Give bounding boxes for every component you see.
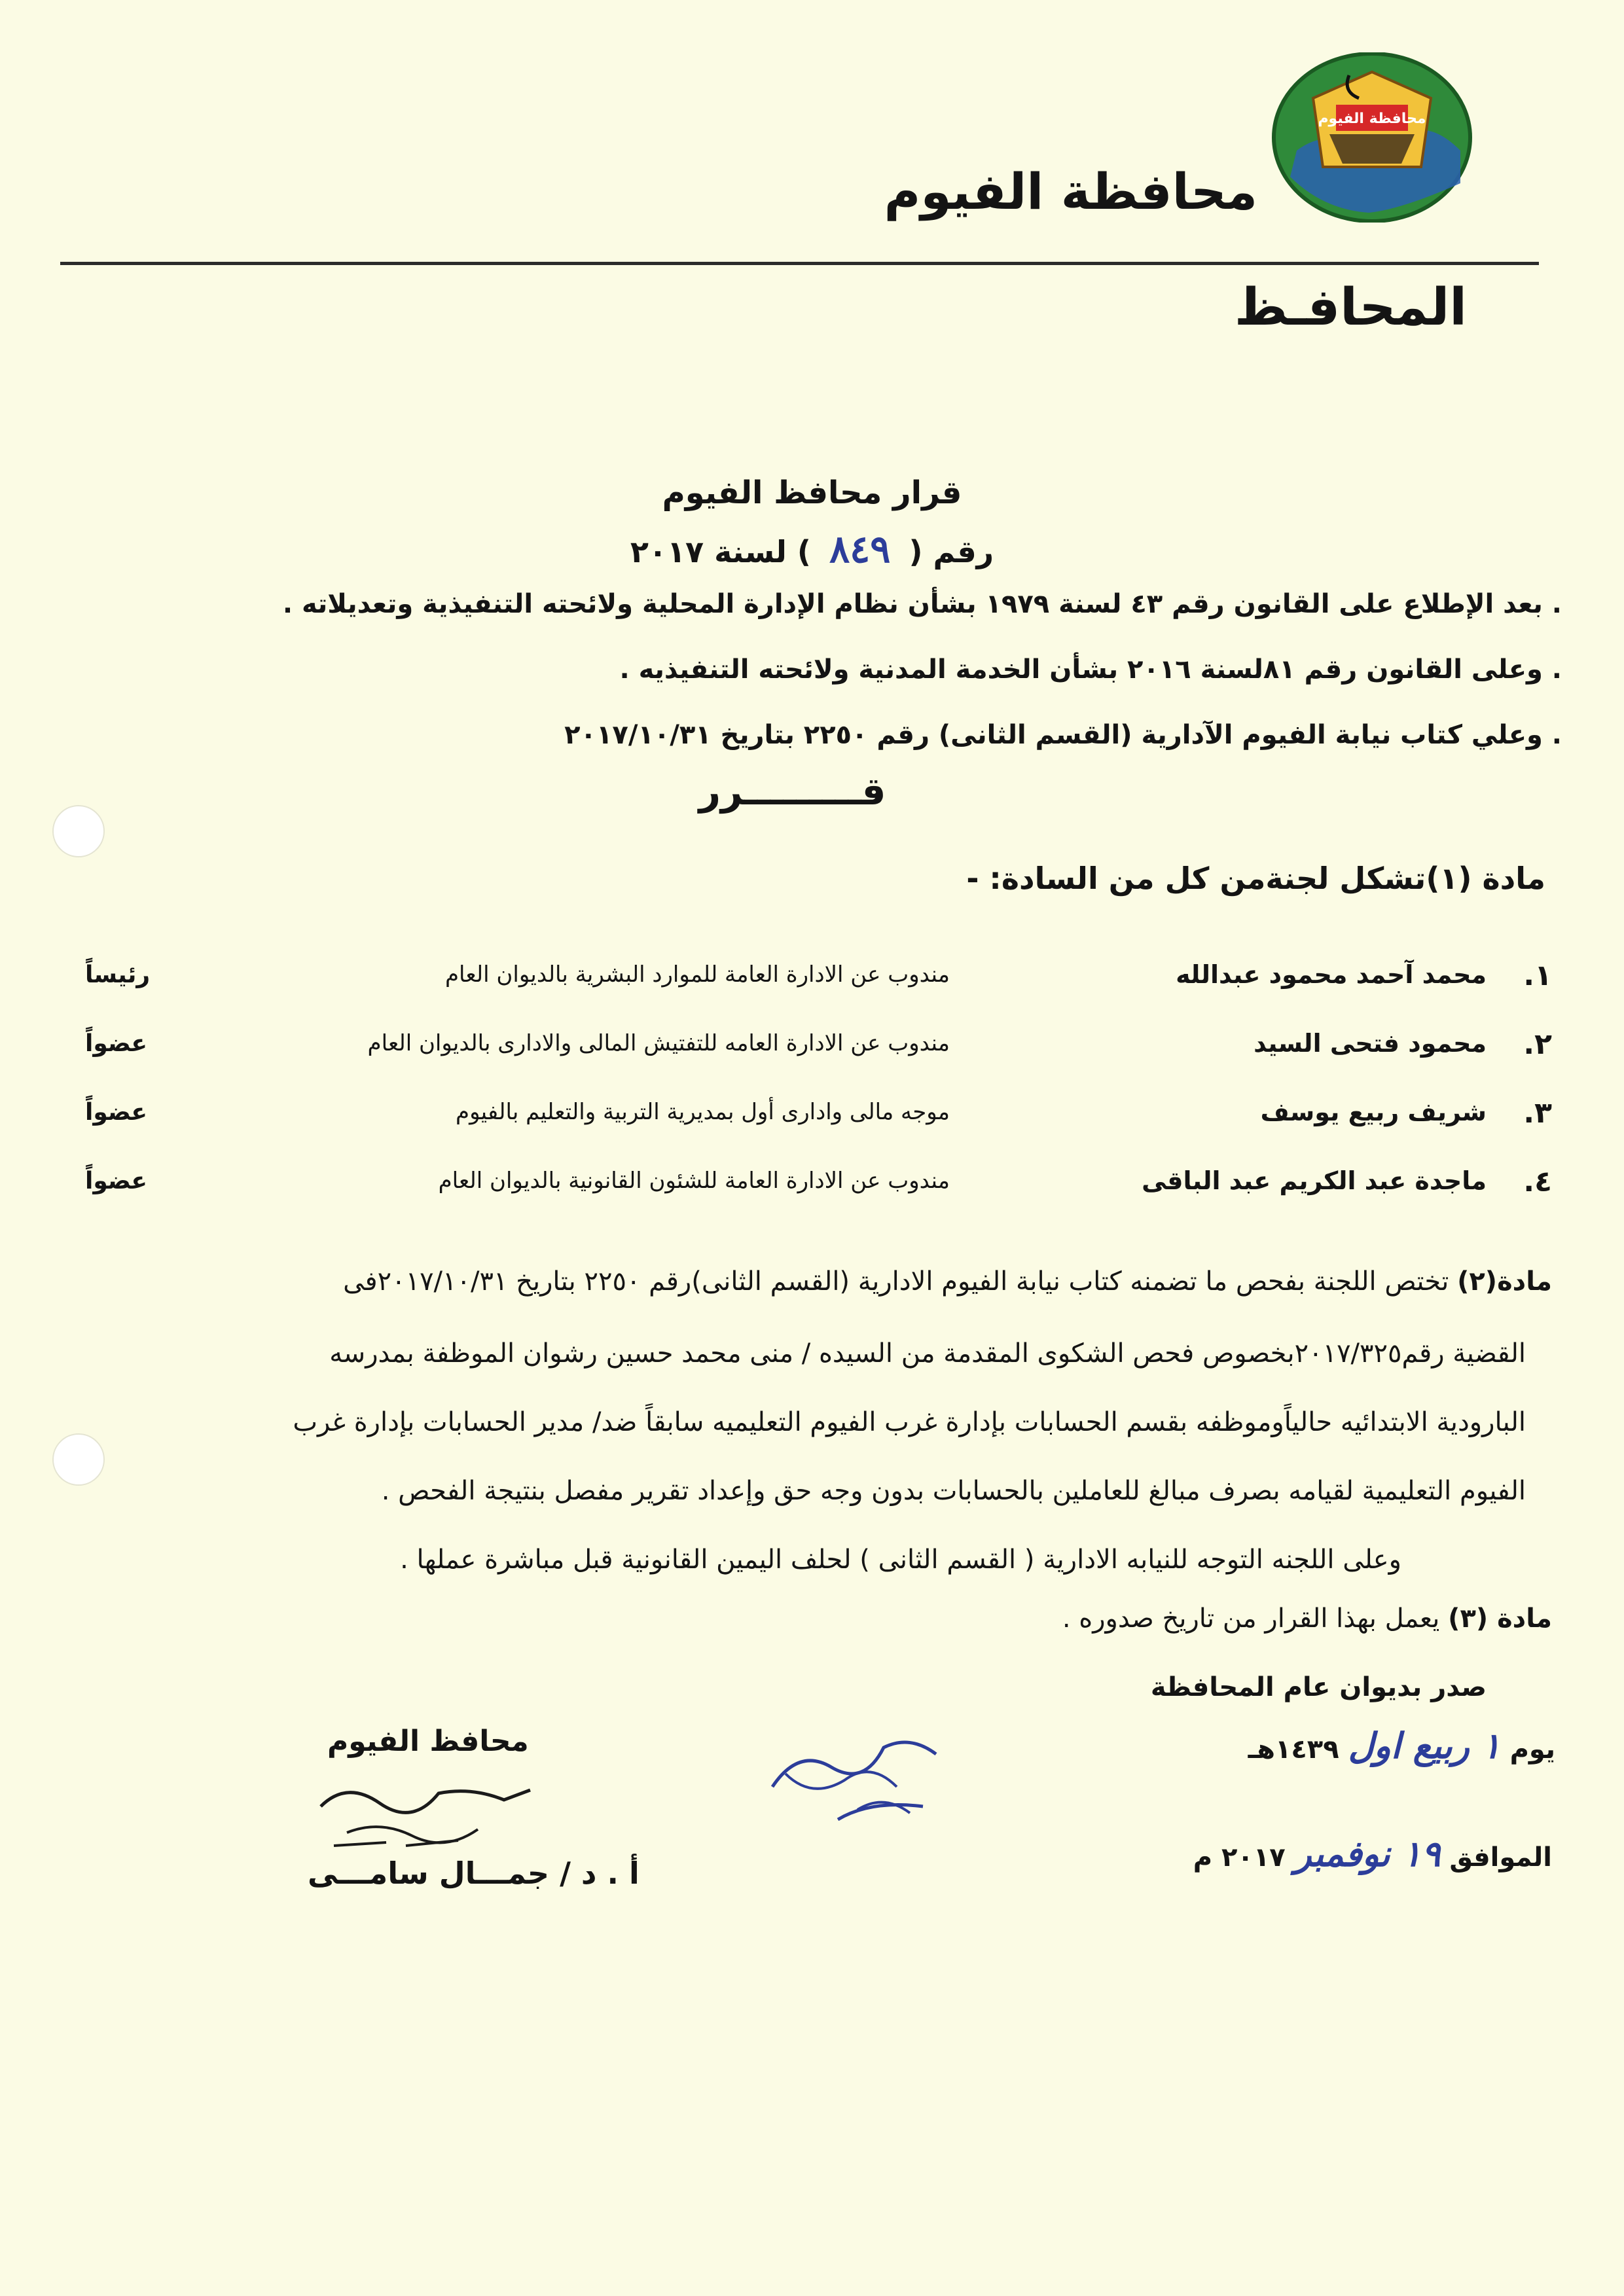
member-row <box>85 1028 1552 1080</box>
decree-number-suffix: ) لسنة ٢٠١٧ <box>630 534 811 569</box>
member-row <box>85 1165 1552 1217</box>
article-3-text: يعمل بهذا القرار من تاريخ صدوره . <box>1062 1604 1440 1634</box>
article-3-label: مادة (٣) <box>1448 1604 1552 1634</box>
logo-text: محافظة الفيوم <box>1318 111 1426 127</box>
decree-number-prefix: رقم ( <box>909 534 994 569</box>
preamble-line: . بعد الإطلاع على القانون رقم ٤٣ لسنة ١٩٧٩ بشأن نظام الإدارة المحلية ولائحته التنفيذية وتعديلاته . <box>282 589 1562 619</box>
hijri-year: ١٤٣٩هـ <box>1248 1734 1339 1765</box>
article-2-line: القضية رقم٢٠١٧/٣٢٥بخصوص فحص الشكوى المقدمة من السيده / منى محمد حسين رشوان الموظفة بمدرسه <box>329 1338 1526 1369</box>
article-2-line: وعلى اللجنه التوجه للنيابه الادارية ( القسم الثانى ) لحلف اليمين القانونية قبل مباشرة عملها . <box>400 1545 1401 1575</box>
governor-signature <box>308 1767 556 1859</box>
member-role: عضواً <box>85 1030 147 1057</box>
punch-hole <box>52 805 105 857</box>
member-name: محمود فتحى السيد <box>1254 1029 1487 1058</box>
decides-heading: قـــــــــرر <box>698 769 886 814</box>
hijri-prefix: يوم <box>1509 1734 1555 1765</box>
member-role: عضواً <box>85 1099 147 1126</box>
governorate-logo <box>1271 52 1473 223</box>
decree-title: قرار محافظ الفيوم <box>662 475 962 511</box>
member-name: محمد آحمد محمود عبدالله <box>1176 960 1487 989</box>
punch-hole <box>52 1433 105 1486</box>
hijri-date <box>1248 1725 1555 1767</box>
hijri-handwritten: ١ ربيع اول <box>1348 1725 1501 1767</box>
member-number: ١. <box>1523 959 1552 992</box>
article-2-line <box>343 1266 1552 1297</box>
gregorian-year: ٢٠١٧ م <box>1193 1842 1286 1873</box>
member-number: ٤. <box>1523 1165 1552 1198</box>
member-number: ٣. <box>1523 1096 1552 1130</box>
gregorian-date <box>1193 1833 1552 1874</box>
governorate-name: محافظة الفيوم <box>884 162 1257 221</box>
office-title: المحافـظ <box>1234 278 1467 337</box>
decree-number-handwritten: ٨٤٩ <box>829 527 891 571</box>
article-2-label: مادة(٢) <box>1457 1266 1552 1297</box>
issued-at: صدر بديوان عام المحافظة <box>1150 1672 1487 1702</box>
article-2-text: تختص اللجنة بفحص ما تضمنه كتاب نيابة الفيوم الادارية (القسم الثانى)رقم ٢٢٥٠ بتاريخ ٢٠١٧/١٠/٣١فى <box>343 1266 1449 1297</box>
official-signature <box>759 1708 956 1833</box>
preamble-line: . وعلى القانون رقم ٨١لسنة ٢٠١٦ بشأن الخدمة المدنية ولائحته التنفيذيه . <box>619 655 1562 685</box>
member-description: موجه مالى وادارى أول بمديرية التربية والتعليم بالفيوم <box>456 1099 950 1125</box>
member-number: ٢. <box>1523 1028 1552 1061</box>
decree-number <box>0 527 1624 571</box>
member-description: مندوب عن الادارة العامة للموارد البشرية بالديوان العام <box>444 961 950 988</box>
article-2-line: الفيوم التعليمية لقيامه بصرف مبالغ للعاملين بالحسابات بدون وجه حق وإعداد تقرير مفصل بنتيجة الفحص . <box>381 1476 1526 1506</box>
governor-title: محافظ الفيوم <box>327 1725 529 1758</box>
member-name: شريف ربيع يوسف <box>1260 1098 1487 1126</box>
member-role: رئيساً <box>85 961 151 988</box>
preamble-line: . وعلي كتاب نيابة الفيوم الآدارية (القسم الثانى) رقم ٢٢٥٠ بتاريخ ٢٠١٧/١٠/٣١ <box>564 720 1562 750</box>
governor-name: أ . د / جمـــال سامـــى <box>308 1856 640 1891</box>
member-role: عضواً <box>85 1168 147 1194</box>
gregorian-handwritten: ١٩ نوفمبر <box>1294 1833 1441 1874</box>
gregorian-prefix: الموافق <box>1449 1842 1552 1873</box>
member-row <box>85 1096 1552 1149</box>
article-1-heading: مادة (١)تشكل لجنةمن كل من السادة: - <box>966 861 1545 896</box>
header-divider <box>60 262 1539 265</box>
article-3-line <box>1062 1604 1552 1634</box>
member-name: ماجدة عبد الكريم عبد الباقى <box>1142 1166 1487 1195</box>
member-row <box>85 959 1552 1011</box>
member-description: مندوب عن الادارة العامه للتفتيش المالى والادارى بالديوان العام <box>367 1030 950 1056</box>
article-2-line: البارودية الابتدائيه حالياًوموظفه بقسم الحسابات بإدارة غرب الفيوم التعليميه سابقاً ضد/ مدير الحسابات بإدارة غرب <box>293 1407 1526 1437</box>
member-description: مندوب عن الادارة العامة للشئون القانونية بالديوان العام <box>438 1168 950 1194</box>
